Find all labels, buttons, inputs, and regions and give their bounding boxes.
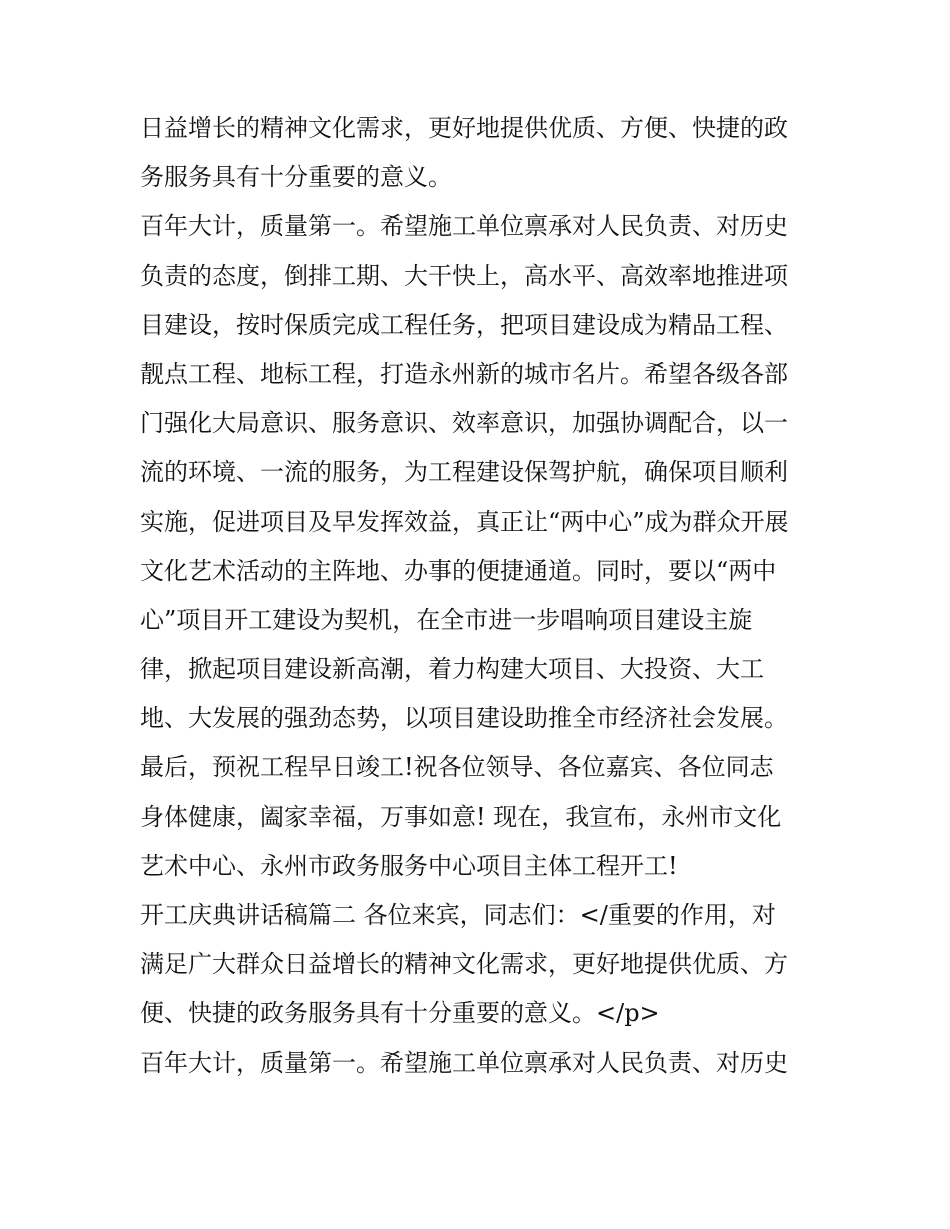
text-line-14: 最后，预祝工程早日竣工!祝各位领导、各位嘉宾、各位同志	[140, 753, 774, 782]
text-line-6: 靓点工程、地标工程，打造永州新的城市名片。希望各级各部	[140, 359, 788, 388]
text-line-16: 艺术中心、永州市政务服务中心项目主体工程开工!	[140, 851, 678, 880]
text-line-11: 心”项目开工建设为契机，在全市进一步唱响项目建设主旋	[140, 605, 753, 634]
text-line-7: 门强化大局意识、服务意识、效率意识，加强协调配合，以一	[140, 409, 788, 438]
text-line-19: 便、快捷的政务服务具有十分重要的意义。</p>	[140, 999, 660, 1028]
text-line-17: 开工庆典讲话稿篇二 各位来宾，同志们：</重要的作用，对	[140, 901, 776, 929]
document-body	[140, 104, 840, 1088]
text-line-9: 实施，促进项目及早发挥效益，真正让“两中心”成为群众开展	[140, 507, 789, 536]
text-line-4: 负责的态度，倒排工期、大干快上，高水平、高效率地推进项	[140, 261, 788, 290]
text-line-3: 百年大计，质量第一。希望施工单位禀承对人民负责、对历史	[140, 212, 788, 241]
text-line-1: 日益增长的精神文化需求，更好地提供优质、方便、快捷的政	[140, 114, 788, 142]
text-line-8: 流的环境、一流的服务，为工程建设保驾护航，确保项目顺利	[140, 458, 788, 487]
text-line-2: 务服务具有十分重要的意义。	[140, 163, 452, 192]
text-line-5: 目建设，按时保质完成工程任务，把项目建设成为精品工程、	[140, 310, 788, 339]
text-line-15: 身体健康，阖家幸福，万事如意! 现在，我宣布，永州市文化	[140, 802, 782, 831]
text-line-13: 地、大发展的强劲态势，以项目建设助推全市经济社会发展。	[140, 704, 788, 733]
text-line-10: 文化艺术活动的主阵地、办事的便捷通道。同时，要以“两中	[140, 556, 777, 585]
text-line-20: 百年大计，质量第一。希望施工单位禀承对人民负责、对历史	[140, 1048, 788, 1077]
text-line-12: 律，掀起项目建设新高潮，着力构建大项目、大投资、大工	[140, 655, 764, 684]
text-line-18: 满足广大群众日益增长的精神文化需求，更好地提供优质、方	[140, 950, 788, 979]
